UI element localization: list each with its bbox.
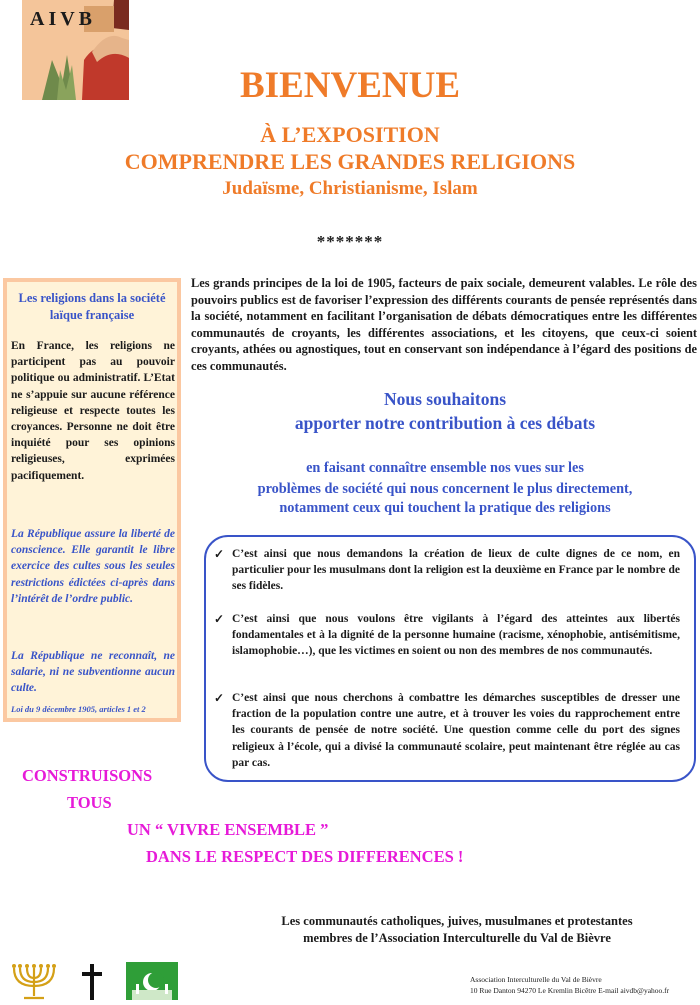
separator: ******* <box>316 232 384 251</box>
cross-icon <box>79 962 105 1000</box>
list-item-text: C’est ainsi que nous voulons être vigilants à l’égard des atteintes aux libertés fondamentales et à la dignité de la personne humaine (racisme, xénophobie, antisémitisme, islamophobie…), que les victimes en soient ou non des membres de nos communautés. <box>232 613 680 658</box>
sidebar-box <box>3 278 181 722</box>
list-item <box>214 611 680 660</box>
sidebar-paragraph-2: La République assure la liberté de conscience. Elle garantit le libre exercice des cultes sous les seules restrictions édictées ci-après dans l’intérêt de l’ordre public. <box>11 528 175 605</box>
list-item <box>214 690 680 771</box>
slogan-line-4: DANS LE RESPECT DES DIFFERENCES ! <box>146 847 464 866</box>
commitments-box <box>204 535 696 782</box>
wish-line-3: notamment ceux qui touchent la pratique des religions <box>279 500 611 516</box>
wish-line-2: problèmes de société qui nous concernent le plus directement, <box>257 481 633 497</box>
slogan-line-1: CONSTRUISONS <box>22 766 153 785</box>
wish-line-1: en faisant connaître ensemble nos vues sur les <box>306 460 584 476</box>
slogan-line-3: UN “ VIVRE ENSEMBLE ” <box>127 820 329 839</box>
sidebar-law-reference: Loi du 9 décembre 1905, articles 1 et 2 <box>11 704 146 714</box>
signature-line-1: Les communautés catholiques, juives, musulmanes et protestantes <box>281 914 633 928</box>
list-item-text: C’est ainsi que nous cherchons à combattre les démarches susceptibles de dresser une fraction de la population contre une autre, et à trouver les voies du rapprochement entre les courants de pensée de notre société. Une question comme celle du port des signes religieux à l’école, qui a divisé la communauté scolaire, peut maintenant être réglée au cas par cas. <box>232 692 680 769</box>
intro-paragraph: Les grands principes de la loi de 1905, facteurs de paix sociale, demeurent valables. Le rôle des pouvoirs publics est de favoriser l’expression des différents courants de pensée représentés dans la société, notamment en facilitant l’organisation de débats démocratiques entre les différentes communautés de croyants, les différentes associations, et les citoyens, que ceux-ci soient croyants, athées ou agnostiques, tout en conservant son indépendance à l’égard des positions de ces communautés. <box>191 276 697 373</box>
address-line-1: Association Interculturelle du Val de Bièvre <box>470 975 602 984</box>
subtitle-exposition: À L’EXPOSITION <box>260 122 440 147</box>
list-item-text: C’est ainsi que nous demandons la création de lieux de culte dignes de ce nom, en particulier pour les musulmans dont la religion est la deuxième en France par le nombre de ses fidèles. <box>232 548 680 593</box>
sidebar-paragraph-3: La République ne reconnaît, ne salarie, ni ne subventionne aucun culte. <box>11 650 175 695</box>
mosque-icon <box>126 962 178 1000</box>
logo-text: AIVB <box>30 8 97 30</box>
menorah-icon <box>8 962 60 1000</box>
checkmark-icon: ✓ <box>214 547 225 561</box>
subtitle-religions: COMPRENDRE LES GRANDES RELIGIONS <box>124 149 576 174</box>
checkmark-icon: ✓ <box>214 691 225 705</box>
signature-line-2: membres de l’Association Interculturelle du Val de Bièvre <box>303 931 611 945</box>
wish-heading-1: Nous souhaitons <box>383 389 507 409</box>
address-line-2: 10 Rue Danton 94270 Le Kremlin Bicêtre E-mail aivdb@yahoo.fr <box>470 986 670 995</box>
sidebar-title: Les religions dans la société laïque française <box>18 291 166 322</box>
page-title: BIENVENUE <box>240 65 460 106</box>
checkmark-icon: ✓ <box>214 612 225 626</box>
footer-address <box>470 974 669 996</box>
slogan-line-2: TOUS <box>67 793 112 812</box>
sidebar-paragraph-1: En France, les religions ne participent pas au pouvoir politique ou administratif. L’Etat ne s’appuie sur aucune référence religieuse et respecte toutes les croyances. Personne ne doit être inquiété pour ses opinions religieuses, exprimées pacifiquement. <box>11 340 175 482</box>
list-item <box>214 546 680 595</box>
sidebar-content <box>7 282 177 718</box>
subtitle-list: Judaïsme, Christianisme, Islam <box>222 178 478 199</box>
wish-heading-2: apporter notre contribution à ces débats <box>294 413 596 433</box>
